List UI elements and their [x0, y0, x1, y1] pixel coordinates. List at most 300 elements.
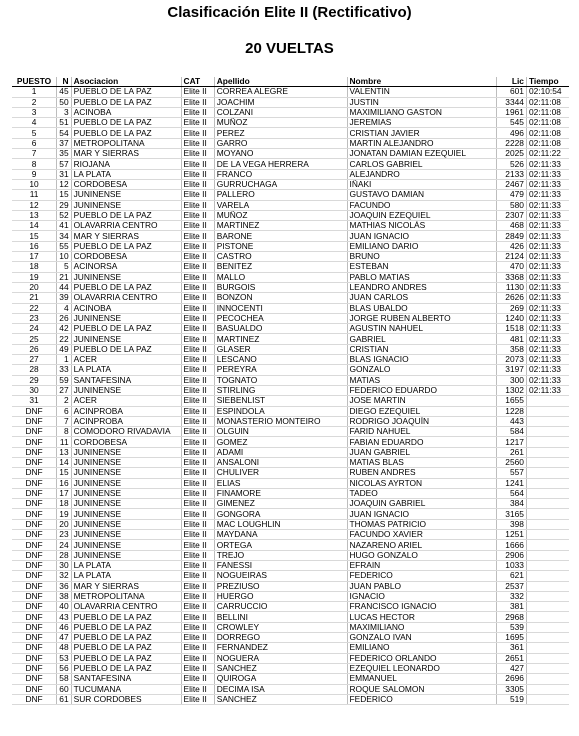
cell-tiempo: [526, 457, 569, 467]
cell-n: 41: [57, 221, 72, 231]
cell-tiempo: 02:10:54: [526, 87, 569, 97]
cell-cat: Elite II: [181, 107, 214, 117]
table-row: [12, 591, 569, 601]
cell-nombre: JORGE RUBEN ALBERTO: [347, 313, 496, 323]
cell-cat: Elite II: [181, 571, 214, 581]
cell-tiempo: [526, 674, 569, 684]
cell-n: 11: [57, 437, 72, 447]
cell-tiempo: [526, 447, 569, 457]
cell-apellido: FERNANDEZ: [214, 643, 347, 653]
cell-asociacion: MAR Y SIERRAS: [71, 149, 181, 159]
cell-apellido: CORREA ALEGRE: [214, 87, 347, 97]
cell-nombre: CARLOS GABRIEL: [347, 159, 496, 169]
cell-puesto: 22: [12, 303, 57, 313]
cell-n: 30: [57, 560, 72, 570]
cell-apellido: PISTONE: [214, 241, 347, 251]
cell-n: 44: [57, 282, 72, 292]
cell-nombre: MATHIAS NICOLÁS: [347, 221, 496, 231]
cell-lic: 426: [496, 241, 526, 251]
cell-puesto: DNF: [12, 663, 57, 673]
cell-puesto: DNF: [12, 509, 57, 519]
cell-puesto: DNF: [12, 581, 57, 591]
cell-cat: Elite II: [181, 602, 214, 612]
cell-tiempo: 02:11:33: [526, 241, 569, 251]
cell-puesto: DNF: [12, 591, 57, 601]
cell-asociacion: PUEBLO DE LA PAZ: [71, 643, 181, 653]
cell-lic: 1666: [496, 540, 526, 550]
cell-nombre: BLAS UBALDO: [347, 303, 496, 313]
cell-cat: Elite II: [181, 190, 214, 200]
cell-asociacion: METROPOLITANA: [71, 591, 181, 601]
cell-cat: Elite II: [181, 406, 214, 416]
cell-asociacion: PUEBLO DE LA PAZ: [71, 118, 181, 128]
cell-n: 57: [57, 159, 72, 169]
cell-cat: Elite II: [181, 591, 214, 601]
cell-cat: Elite II: [181, 643, 214, 653]
cell-n: 52: [57, 210, 72, 220]
cell-cat: Elite II: [181, 303, 214, 313]
cell-n: 29: [57, 200, 72, 210]
cell-lic: 381: [496, 602, 526, 612]
cell-apellido: TOGNATO: [214, 375, 347, 385]
cell-tiempo: 02:11:33: [526, 272, 569, 282]
cell-asociacion: LA PLATA: [71, 169, 181, 179]
cell-apellido: VARELA: [214, 200, 347, 210]
cell-tiempo: [526, 591, 569, 601]
cell-n: 18: [57, 499, 72, 509]
cell-tiempo: [526, 694, 569, 704]
cell-asociacion: JUNINENSE: [71, 385, 181, 395]
cell-cat: Elite II: [181, 622, 214, 632]
table-row: [12, 375, 569, 385]
cell-puesto: DNF: [12, 622, 57, 632]
cell-cat: Elite II: [181, 241, 214, 251]
cell-lic: 261: [496, 447, 526, 457]
cell-tiempo: [526, 416, 569, 426]
cell-puesto: 3: [12, 107, 57, 117]
table-row: [12, 87, 569, 97]
cell-puesto: DNF: [12, 530, 57, 540]
cell-tiempo: 02:11:33: [526, 221, 569, 231]
table-row: [12, 612, 569, 622]
cell-cat: Elite II: [181, 633, 214, 643]
cell-cat: Elite II: [181, 478, 214, 488]
cell-puesto: DNF: [12, 653, 57, 663]
cell-asociacion: LA PLATA: [71, 560, 181, 570]
cell-nombre: LUCAS HECTOR: [347, 612, 496, 622]
cell-n: 40: [57, 602, 72, 612]
cell-asociacion: OLAVARRIA CENTRO: [71, 221, 181, 231]
cell-asociacion: JUNINENSE: [71, 519, 181, 529]
cell-nombre: ALEJANDRO: [347, 169, 496, 179]
table-row: [12, 571, 569, 581]
cell-puesto: DNF: [12, 406, 57, 416]
cell-cat: Elite II: [181, 344, 214, 354]
cell-apellido: GLASER: [214, 344, 347, 354]
cell-n: 33: [57, 365, 72, 375]
cell-tiempo: [526, 581, 569, 591]
table-row: [12, 437, 569, 447]
cell-tiempo: [526, 530, 569, 540]
cell-n: 21: [57, 272, 72, 282]
cell-puesto: DNF: [12, 633, 57, 643]
cell-nombre: JUAN CARLOS: [347, 293, 496, 303]
cell-tiempo: 02:11:33: [526, 231, 569, 241]
cell-cat: Elite II: [181, 488, 214, 498]
cell-tiempo: [526, 633, 569, 643]
cell-nombre: JUAN PABLO: [347, 581, 496, 591]
cell-tiempo: [526, 406, 569, 416]
cell-lic: 3165: [496, 509, 526, 519]
cell-n: 15: [57, 468, 72, 478]
table-row: [12, 396, 569, 406]
cell-tiempo: [526, 427, 569, 437]
cell-puesto: 8: [12, 159, 57, 169]
cell-lic: 557: [496, 468, 526, 478]
cell-apellido: SANCHEZ: [214, 663, 347, 673]
cell-lic: 601: [496, 87, 526, 97]
table-row: [12, 540, 569, 550]
cell-cat: Elite II: [181, 540, 214, 550]
cell-lic: 539: [496, 622, 526, 632]
table-row: [12, 262, 569, 272]
cell-asociacion: OLAVARRIA CENTRO: [71, 602, 181, 612]
cell-cat: Elite II: [181, 519, 214, 529]
cell-tiempo: 02:11:08: [526, 128, 569, 138]
cell-apellido: DE LA VEGA HERRERA: [214, 159, 347, 169]
cell-nombre: EMILIANO: [347, 643, 496, 653]
table-row: [12, 663, 569, 673]
table-row: [12, 179, 569, 189]
cell-apellido: STIRLING: [214, 385, 347, 395]
cell-puesto: DNF: [12, 416, 57, 426]
cell-tiempo: [526, 612, 569, 622]
cell-asociacion: TUCUMANA: [71, 684, 181, 694]
cell-tiempo: 02:11:33: [526, 179, 569, 189]
cell-apellido: ADAMI: [214, 447, 347, 457]
cell-tiempo: [526, 684, 569, 694]
cell-lic: 1251: [496, 530, 526, 540]
cell-cat: Elite II: [181, 530, 214, 540]
column-header-nombre: Nombre: [347, 77, 496, 87]
cell-asociacion: ACINORSA: [71, 262, 181, 272]
cell-puesto: 24: [12, 324, 57, 334]
cell-n: 22: [57, 334, 72, 344]
cell-cat: Elite II: [181, 334, 214, 344]
column-header-n: N: [57, 77, 72, 87]
cell-cat: Elite II: [181, 200, 214, 210]
cell-lic: 2906: [496, 550, 526, 560]
cell-tiempo: 02:11:33: [526, 262, 569, 272]
cell-asociacion: JUNINENSE: [71, 478, 181, 488]
cell-lic: 1130: [496, 282, 526, 292]
cell-nombre: JEREMIAS: [347, 118, 496, 128]
cell-puesto: 5: [12, 128, 57, 138]
cell-lic: 2124: [496, 252, 526, 262]
cell-apellido: GONGORA: [214, 509, 347, 519]
cell-asociacion: JUNINENSE: [71, 334, 181, 344]
cell-apellido: PEREYRA: [214, 365, 347, 375]
cell-puesto: DNF: [12, 643, 57, 653]
cell-nombre: EMMANUEL: [347, 674, 496, 684]
cell-nombre: GUSTAVO DAMIAN: [347, 190, 496, 200]
cell-nombre: FEDERICO: [347, 694, 496, 704]
cell-lic: 526: [496, 159, 526, 169]
cell-puesto: DNF: [12, 427, 57, 437]
cell-nombre: IÑAKI: [347, 179, 496, 189]
cell-n: 54: [57, 128, 72, 138]
cell-n: 17: [57, 488, 72, 498]
cell-asociacion: SANTAFESINA: [71, 674, 181, 684]
cell-asociacion: JUNINENSE: [71, 488, 181, 498]
cell-n: 56: [57, 663, 72, 673]
cell-apellido: GIMENEZ: [214, 499, 347, 509]
cell-nombre: HUGO GONZALO: [347, 550, 496, 560]
cell-nombre: JOSE MARTIN: [347, 396, 496, 406]
cell-tiempo: 02:11:33: [526, 210, 569, 220]
cell-cat: Elite II: [181, 499, 214, 509]
cell-puesto: 1: [12, 87, 57, 97]
table-row: [12, 221, 569, 231]
cell-cat: Elite II: [181, 118, 214, 128]
cell-puesto: 30: [12, 385, 57, 395]
cell-asociacion: MAR Y SIERRAS: [71, 581, 181, 591]
cell-asociacion: PUEBLO DE LA PAZ: [71, 344, 181, 354]
cell-asociacion: ACER: [71, 396, 181, 406]
cell-apellido: FRANCO: [214, 169, 347, 179]
cell-asociacion: CORDOBESA: [71, 252, 181, 262]
cell-n: 13: [57, 447, 72, 457]
cell-cat: Elite II: [181, 385, 214, 395]
cell-apellido: MALLO: [214, 272, 347, 282]
cell-puesto: DNF: [12, 612, 57, 622]
cell-cat: Elite II: [181, 427, 214, 437]
cell-asociacion: JUNINENSE: [71, 499, 181, 509]
cell-nombre: AGUSTIN NAHUEL: [347, 324, 496, 334]
cell-puesto: 15: [12, 231, 57, 241]
cell-asociacion: JUNINENSE: [71, 530, 181, 540]
cell-asociacion: SANTAFESINA: [71, 375, 181, 385]
cell-asociacion: JUNINENSE: [71, 313, 181, 323]
cell-apellido: CARRUCCIO: [214, 602, 347, 612]
cell-lic: 470: [496, 262, 526, 272]
cell-lic: 468: [496, 221, 526, 231]
cell-nombre: FACUNDO: [347, 200, 496, 210]
cell-asociacion: SUR CORDOBES: [71, 694, 181, 704]
cell-cat: Elite II: [181, 159, 214, 169]
cell-nombre: JONATAN DAMIAN EZEQUIEL: [347, 149, 496, 159]
cell-asociacion: JUNINENSE: [71, 540, 181, 550]
cell-n: 53: [57, 653, 72, 663]
cell-apellido: BARONE: [214, 231, 347, 241]
cell-lic: 2651: [496, 653, 526, 663]
cell-apellido: ESPINDOLA: [214, 406, 347, 416]
cell-asociacion: ACINOBA: [71, 107, 181, 117]
cell-lic: 564: [496, 488, 526, 498]
cell-asociacion: PUEBLO DE LA PAZ: [71, 210, 181, 220]
cell-puesto: 4: [12, 118, 57, 128]
cell-cat: Elite II: [181, 149, 214, 159]
cell-apellido: DECIMA ISA: [214, 684, 347, 694]
column-header-cat: CAT: [181, 77, 214, 87]
cell-n: 14: [57, 457, 72, 467]
cell-asociacion: JUNINENSE: [71, 200, 181, 210]
cell-lic: 2560: [496, 457, 526, 467]
cell-asociacion: PUEBLO DE LA PAZ: [71, 282, 181, 292]
cell-apellido: CASTRO: [214, 252, 347, 262]
cell-cat: Elite II: [181, 509, 214, 519]
cell-lic: 398: [496, 519, 526, 529]
cell-tiempo: 02:11:33: [526, 313, 569, 323]
cell-apellido: DORREGO: [214, 633, 347, 643]
cell-asociacion: CORDOBESA: [71, 437, 181, 447]
cell-asociacion: RIOJANA: [71, 159, 181, 169]
cell-apellido: MUÑOZ: [214, 210, 347, 220]
cell-tiempo: 02:11:33: [526, 200, 569, 210]
cell-tiempo: 02:11:33: [526, 159, 569, 169]
table-row: [12, 355, 569, 365]
cell-apellido: GURRUCHAGA: [214, 179, 347, 189]
cell-tiempo: 02:11:22: [526, 149, 569, 159]
cell-asociacion: JUNINENSE: [71, 457, 181, 467]
cell-asociacion: JUNINENSE: [71, 272, 181, 282]
cell-nombre: FABIAN EDUARDO: [347, 437, 496, 447]
cell-n: 3: [57, 107, 72, 117]
cell-nombre: TADEO: [347, 488, 496, 498]
table-row: [12, 272, 569, 282]
cell-n: 49: [57, 344, 72, 354]
cell-apellido: FANESSI: [214, 560, 347, 570]
cell-nombre: ESTEBAN: [347, 262, 496, 272]
cell-nombre: LEANDRO ANDRES: [347, 282, 496, 292]
cell-cat: Elite II: [181, 612, 214, 622]
cell-asociacion: ACINOBA: [71, 303, 181, 313]
document-title: Clasificación Elite II (Rectificativo): [167, 4, 412, 21]
cell-puesto: DNF: [12, 457, 57, 467]
cell-nombre: GONZALO IVAN: [347, 633, 496, 643]
cell-asociacion: JUNINENSE: [71, 550, 181, 560]
cell-tiempo: [526, 540, 569, 550]
cell-apellido: LESCANO: [214, 355, 347, 365]
cell-asociacion: PUEBLO DE LA PAZ: [71, 97, 181, 107]
cell-nombre: FEDERICO: [347, 571, 496, 581]
cell-apellido: PEREZ: [214, 128, 347, 138]
cell-tiempo: [526, 478, 569, 488]
cell-puesto: DNF: [12, 550, 57, 560]
table-row: [12, 427, 569, 437]
cell-lic: 361: [496, 643, 526, 653]
cell-apellido: MOYANO: [214, 149, 347, 159]
cell-cat: Elite II: [181, 282, 214, 292]
cell-asociacion: PUEBLO DE LA PAZ: [71, 653, 181, 663]
cell-n: 20: [57, 519, 72, 529]
cell-tiempo: 02:11:33: [526, 293, 569, 303]
table-row: [12, 241, 569, 251]
cell-n: 26: [57, 313, 72, 323]
table-row: [12, 303, 569, 313]
table-row: [12, 406, 569, 416]
cell-nombre: ROQUE SALOMON: [347, 684, 496, 694]
cell-n: 58: [57, 674, 72, 684]
cell-tiempo: [526, 663, 569, 673]
cell-nombre: JUSTIN: [347, 97, 496, 107]
cell-tiempo: [526, 488, 569, 498]
cell-lic: 2073: [496, 355, 526, 365]
cell-apellido: BELLINI: [214, 612, 347, 622]
table-row: [12, 118, 569, 128]
cell-puesto: 9: [12, 169, 57, 179]
cell-asociacion: JUNINENSE: [71, 509, 181, 519]
cell-cat: Elite II: [181, 663, 214, 673]
cell-lic: 1655: [496, 396, 526, 406]
cell-tiempo: 02:11:33: [526, 355, 569, 365]
cell-lic: 479: [496, 190, 526, 200]
cell-nombre: VALENTIN: [347, 87, 496, 97]
cell-nombre: EMILIANO DARIO: [347, 241, 496, 251]
table-row: [12, 324, 569, 334]
cell-cat: Elite II: [181, 210, 214, 220]
cell-asociacion: PUEBLO DE LA PAZ: [71, 663, 181, 673]
table-row: [12, 602, 569, 612]
cell-lic: 300: [496, 375, 526, 385]
cell-puesto: DNF: [12, 694, 57, 704]
cell-tiempo: 02:11:33: [526, 365, 569, 375]
cell-apellido: PECOCHEA: [214, 313, 347, 323]
table-row: [12, 344, 569, 354]
cell-apellido: BENITEZ: [214, 262, 347, 272]
cell-cat: Elite II: [181, 674, 214, 684]
table-row: [12, 416, 569, 426]
cell-n: 1: [57, 355, 72, 365]
cell-asociacion: PUEBLO DE LA PAZ: [71, 612, 181, 622]
cell-lic: 1240: [496, 313, 526, 323]
cell-n: 35: [57, 149, 72, 159]
cell-lic: 1033: [496, 560, 526, 570]
cell-lic: 2849: [496, 231, 526, 241]
cell-n: 61: [57, 694, 72, 704]
cell-cat: Elite II: [181, 252, 214, 262]
cell-lic: 427: [496, 663, 526, 673]
cell-apellido: MAYDANA: [214, 530, 347, 540]
cell-apellido: CROWLEY: [214, 622, 347, 632]
cell-cat: Elite II: [181, 128, 214, 138]
cell-asociacion: ACER: [71, 355, 181, 365]
cell-n: 7: [57, 416, 72, 426]
cell-tiempo: 02:11:33: [526, 190, 569, 200]
cell-tiempo: [526, 396, 569, 406]
cell-cat: Elite II: [181, 437, 214, 447]
cell-apellido: QUIROGA: [214, 674, 347, 684]
cell-cat: Elite II: [181, 694, 214, 704]
cell-lic: 443: [496, 416, 526, 426]
cell-puesto: 16: [12, 241, 57, 251]
cell-puesto: DNF: [12, 478, 57, 488]
cell-n: 10: [57, 252, 72, 262]
table-row: [12, 581, 569, 591]
table-row: [12, 334, 569, 344]
cell-tiempo: [526, 571, 569, 581]
cell-n: 45: [57, 87, 72, 97]
table-row: [12, 643, 569, 653]
cell-asociacion: COMODORO RIVADAVIA: [71, 427, 181, 437]
cell-apellido: NOGUERA: [214, 653, 347, 663]
table-row: [12, 149, 569, 159]
cell-tiempo: [526, 519, 569, 529]
cell-puesto: 26: [12, 344, 57, 354]
cell-lic: 3197: [496, 365, 526, 375]
cell-n: 34: [57, 231, 72, 241]
cell-tiempo: 02:11:08: [526, 97, 569, 107]
